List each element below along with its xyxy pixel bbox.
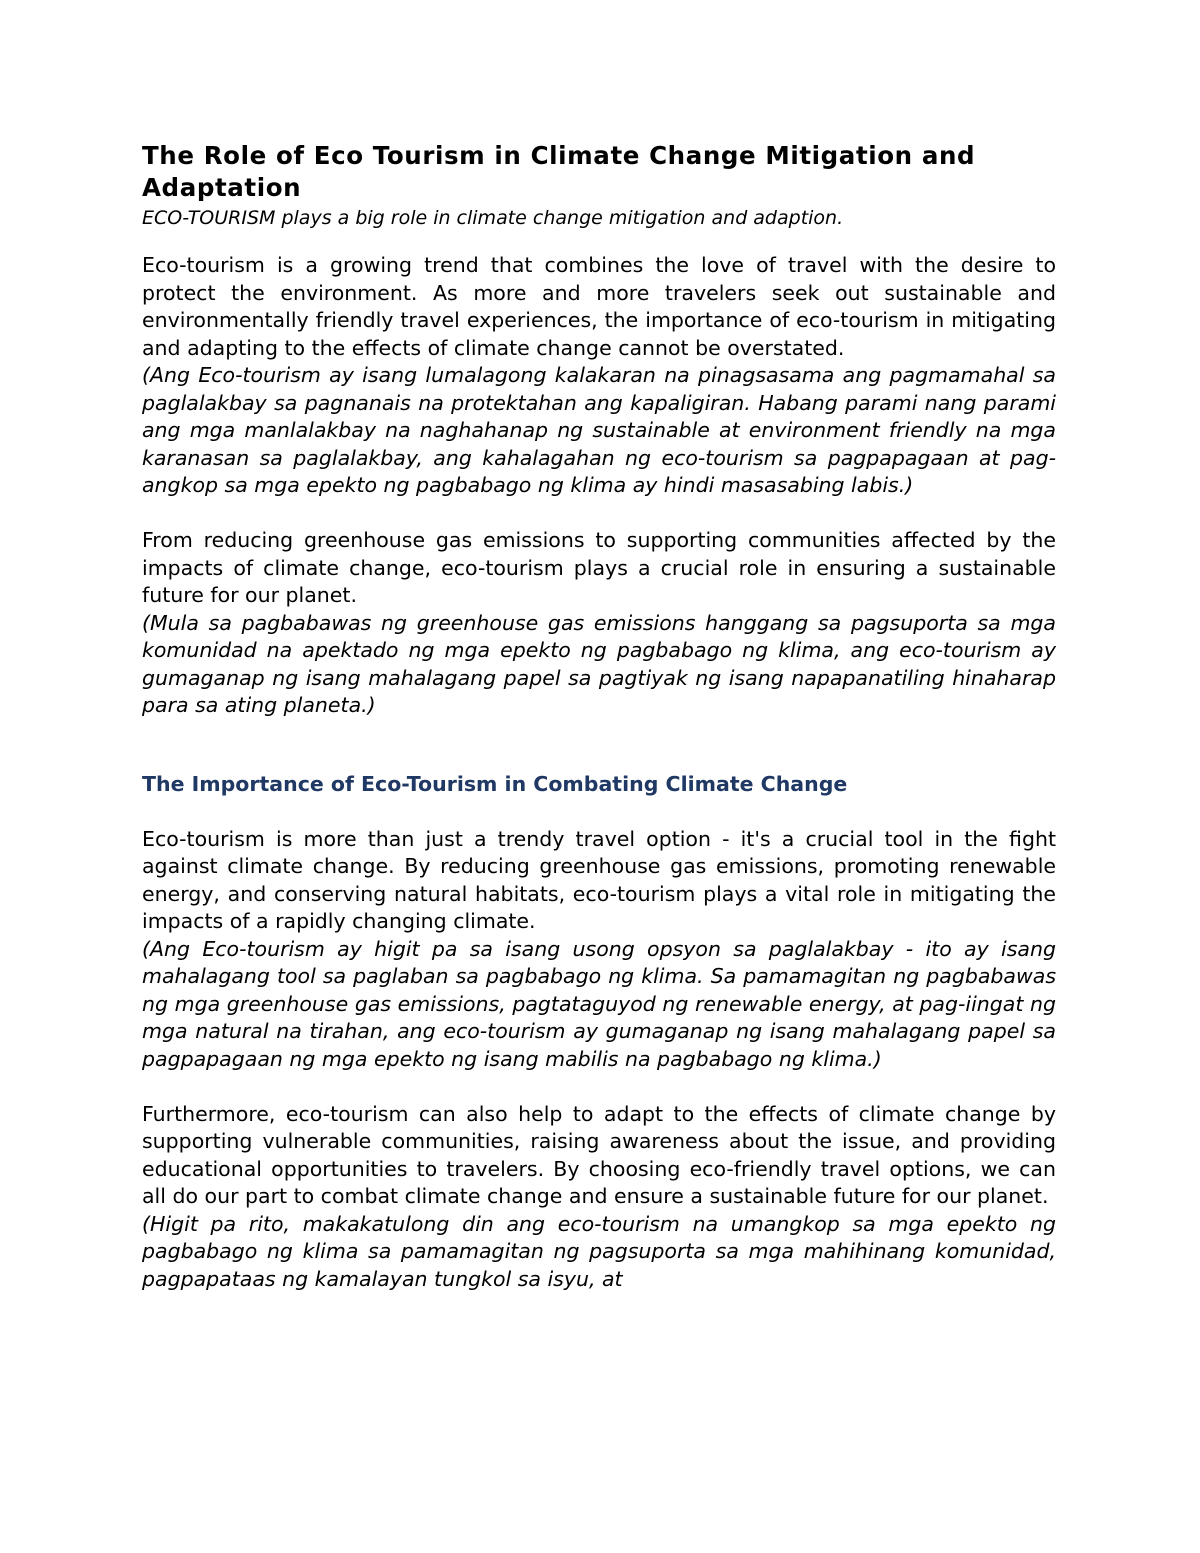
second-paragraph-english: From reducing greenhouse gas emissions to supporting communities affected by the impacts of climate change, eco-tourism plays a crucial role in ensuring a sustainable future for our planet.: [142, 528, 1056, 607]
section-heading: The Importance of Eco-Tourism in Combating Climate Change: [142, 771, 848, 796]
fourth-paragraph-english: Furthermore, eco-tourism can also help to adapt to the effects of climate change by supporting vulnerable communities, raising awareness about the issue, and providing educational opportunities to travelers. By choosing eco-friendly travel options, we can all do our part to combat climate change and ensure a sustainable future for our planet.: [142, 1101, 1056, 1208]
second-paragraph-tagalog: (Mula sa pagbabawas ng greenhouse gas emissions hanggang sa pagsuporta sa mga komunidad na apektado ng mga epekto ng pagbabago ng klima, ang eco-tourism ay gumaganap ng isang mahalagang papel sa pagtiyak ng isang napapanatiling hinaharap para sa ating planeta.): [142, 610, 1056, 717]
document-page: [142, 140, 1056, 1293]
document-title: The Role of Eco Tourism in Climate Change Mitigation and Adaptation: [142, 141, 976, 202]
paragraph-spacer: [142, 500, 1056, 528]
intro-paragraph-tagalog: (Ang Eco-tourism ay isang lumalagong kalakaran na pinagsasama ang pagmamahal sa paglalakbay sa pagnanais na protektahan ang kapaligiran. Habang parami nang parami ang mga manlalakbay na naghahanap ng sustainable at environment friendly na mga karanasan sa paglalakbay, ang kahalagahan ng eco-tourism sa pagpapagaan at pag-angkop sa mga epekto ng pagbabago ng klima ay hindi masasabing labis.): [142, 363, 1056, 497]
intro-paragraph-english: Eco-tourism is a growing trend that combines the love of travel with the desire to protect the environment. As more and more travelers seek out sustainable and environmentally friendly travel experiences, the importance of eco-tourism in mitigating and adapting to the effects of climate change cannot be overstated.: [142, 253, 1056, 360]
third-paragraph-english: Eco-tourism is more than just a trendy travel option - it's a crucial tool in the fight against climate change. By reducing greenhouse gas emissions, promoting renewable energy, and conserving natural habitats, eco-tourism plays a vital role in mitigating the impacts of a rapidly changing climate.: [142, 826, 1056, 933]
section-spacer: [142, 720, 1056, 770]
third-paragraph-tagalog: (Ang Eco-tourism ay higit pa sa isang usong opsyon sa paglalakbay - ito ay isang mahalagang tool sa paglaban sa pagbabago ng klima. Sa pamamagitan ng pagbabawas ng mga greenhouse gas emissions, pagtataguyod ng renewable energy, at pag-iingat ng mga natural na tirahan, ang eco-tourism ay gumaganap ng isang mahalagang papel sa pagpapagaan ng mga epekto ng isang mabilis na pagbabago ng klima.): [142, 936, 1056, 1071]
document-subtitle: ECO-TOURISM plays a big role in climate change mitigation and adaption.: [142, 207, 844, 229]
paragraph-spacer: [142, 1073, 1056, 1101]
fourth-paragraph-tagalog: (Higit pa rito, makakatulong din ang eco-tourism na umangkop sa mga epekto ng pagbabago ng klima sa pamamagitan ng pagsuporta sa mga mahihinang komunidad, pagpapataas ng kamalayan tungkol sa isyu, at: [142, 1211, 1056, 1291]
